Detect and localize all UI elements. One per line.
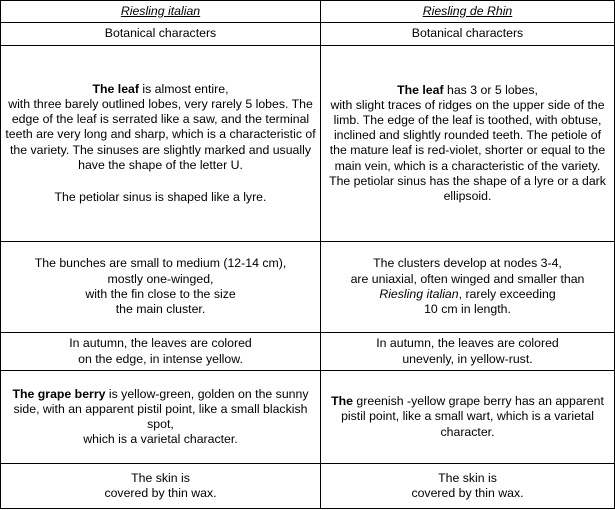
skin-row (1, 463, 615, 508)
autumn-cell-rhin (321, 333, 615, 371)
skin-text-rhin: The skin is covered by thin wax. (411, 470, 524, 500)
leaf-label-italian: The leaf (92, 81, 139, 96)
skin-cell-italian (1, 463, 321, 508)
berry-label-rhin: The (331, 394, 353, 409)
leaf-cell-rhin (321, 46, 615, 241)
subtitle-row (1, 22, 615, 46)
bunch-row (1, 241, 615, 333)
leaf-description-italian (4, 82, 317, 173)
subtitle-botanical-italian: Botanical characters (1, 22, 321, 46)
column-title-riesling-italian: Riesling italian (1, 1, 321, 23)
column-title-riesling-de-rhin: Riesling de Rhin (321, 1, 615, 23)
bunch-text-rhin-before: The clusters develop at nodes 3-4, are uniaxial, often winged and smaller than (350, 256, 585, 286)
leaf-label-rhin: The leaf (397, 82, 444, 97)
autumn-cell-italian (1, 333, 321, 371)
skin-cell-rhin (321, 463, 615, 508)
bunch-text-rhin-after: , rarely exceeding 10 cm in length. (424, 286, 556, 317)
berry-text-italian: is yellow-green, golden on the sunny side, with an apparent pistil point, like a small blackish spot, which is a varietal character. (13, 386, 309, 447)
berry-text-rhin: greenish -yellow grape berry has an apparent pistil point, like a small wart, which is a varietal character. (341, 394, 604, 439)
berry-label-italian: The grape berry (12, 386, 106, 401)
autumn-row (1, 333, 615, 371)
bunch-text-rhin-italic: Riesling italian (379, 286, 459, 301)
subtitle-botanical-rhin: Botanical characters (321, 22, 615, 46)
petiolar-sinus-text-italian: The petiolar sinus is shaped like a lyre. (54, 189, 267, 204)
leaf-text-rhin: has 3 or 5 lobes, with slight traces of ridges on the upper side of the limb. The edge of the leaf is toothed, with obtuse, inclined and slightly rounded teeth. The petiole of the mature leaf is red-violet, shorter or equal to the main vein, which is a characteristic of the variety. The petiolar sinus has the shape of a lyre or a dark ellipsoid. (329, 82, 606, 204)
berry-cell-italian (1, 371, 321, 464)
autumn-text-italian: In autumn, the leaves are colored on the edge, in intense yellow. (69, 336, 252, 366)
leaf-cell-italian (1, 46, 321, 241)
bunch-cell-italian (1, 241, 321, 333)
bunch-text-italian: The bunches are small to medium (12-14 cm), mostly one-winged, with the fin close to the size the main cluster. (34, 256, 287, 317)
leaf-description-rhin (324, 83, 611, 205)
berry-row (1, 371, 615, 464)
leaf-text-italian: is almost entire, with three barely outlined lobes, very rarely 5 lobes. The edge of the leaf is serrated like a saw, and the terminal teeth are very long and sharp, which is a characteristic of the variety. The sinuses are slightly marked and usually have the shape of the letter U. (5, 81, 316, 172)
skin-text-italian: The skin is covered by thin wax. (104, 470, 217, 500)
autumn-text-rhin: In autumn, the leaves are colored unevenly, in yellow-rust. (376, 336, 559, 366)
leaf-row (1, 46, 615, 241)
bunch-cell-rhin (321, 241, 615, 333)
berry-cell-rhin (321, 371, 615, 464)
title-row (1, 1, 615, 23)
